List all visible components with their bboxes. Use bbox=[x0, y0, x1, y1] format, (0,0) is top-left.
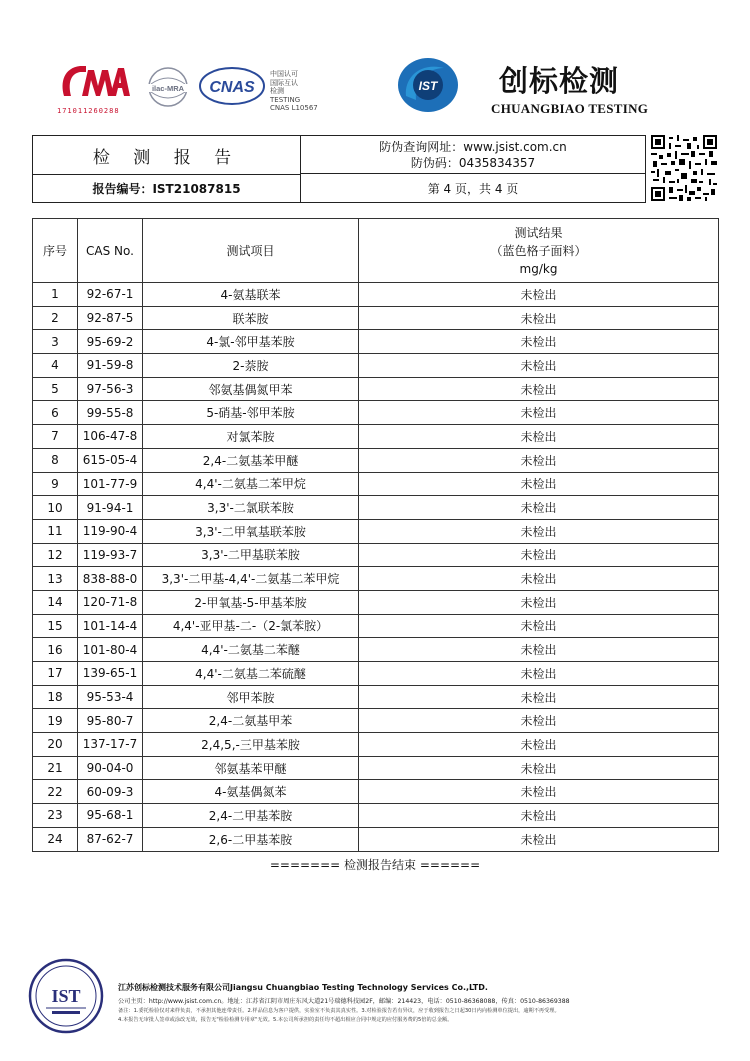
cma-logo-icon bbox=[58, 62, 130, 102]
cell-seq: 6 bbox=[33, 401, 78, 425]
cell-cas: 101-77-9 bbox=[78, 472, 143, 496]
cell-item: 4-氨基偶氮苯 bbox=[143, 780, 359, 804]
cell-seq: 9 bbox=[33, 472, 78, 496]
cell-result: 未检出 bbox=[359, 590, 719, 614]
table-row bbox=[33, 614, 719, 638]
cell-result: 未检出 bbox=[359, 472, 719, 496]
cell-result: 未检出 bbox=[359, 780, 719, 804]
cell-item: 4,4'-亚甲基-二-（2-氯苯胺） bbox=[143, 614, 359, 638]
cell-result: 未检出 bbox=[359, 733, 719, 757]
footer-note-1: 备注：1.委托检验仅对来样负责，不承担其他连带责任。2.样品信息为客户提供，实验室不负责其真实性。3.对检验报告若有异议，应于收到报告之日起30日内向检测单位提出，逾期不再受理。 bbox=[118, 1008, 560, 1014]
table-row bbox=[33, 330, 719, 354]
cell-cas: 97-56-3 bbox=[78, 377, 143, 401]
cell-seq: 7 bbox=[33, 425, 78, 449]
cell-result: 未检出 bbox=[359, 283, 719, 307]
cell-item: 3,3'-二甲氧基联苯胺 bbox=[143, 519, 359, 543]
cell-result: 未检出 bbox=[359, 377, 719, 401]
cell-seq: 5 bbox=[33, 377, 78, 401]
table-row bbox=[33, 780, 719, 804]
cell-item: 2,4-二氨基苯甲醚 bbox=[143, 448, 359, 472]
cell-item: 4,4'-二氨基二苯甲烷 bbox=[143, 472, 359, 496]
cell-result: 未检出 bbox=[359, 685, 719, 709]
cell-item: 邻氨基偶氮甲苯 bbox=[143, 377, 359, 401]
report-title: 检 测 报 告 bbox=[33, 136, 301, 175]
cell-seq: 24 bbox=[33, 827, 78, 851]
cell-item: 3,3'-二甲基-4,4'-二氨基二苯甲烷 bbox=[143, 567, 359, 591]
cell-cas: 120-71-8 bbox=[78, 590, 143, 614]
table-row bbox=[33, 401, 719, 425]
table-row bbox=[33, 756, 719, 780]
cell-cas: 60-09-3 bbox=[78, 780, 143, 804]
cell-cas: 95-68-1 bbox=[78, 804, 143, 828]
table-row bbox=[33, 519, 719, 543]
cell-seq: 20 bbox=[33, 733, 78, 757]
cell-cas: 95-80-7 bbox=[78, 709, 143, 733]
cell-seq: 21 bbox=[33, 756, 78, 780]
cell-cas: 101-14-4 bbox=[78, 614, 143, 638]
col-header-result bbox=[359, 219, 719, 283]
table-row bbox=[33, 804, 719, 828]
cell-cas: 95-53-4 bbox=[78, 685, 143, 709]
table-row bbox=[33, 827, 719, 851]
cell-result: 未检出 bbox=[359, 330, 719, 354]
cell-item: 2,4-二甲基苯胺 bbox=[143, 804, 359, 828]
table-row bbox=[33, 590, 719, 614]
verify-url[interactable]: 防伪查询网址：www.jsist.com.cn bbox=[379, 140, 567, 154]
result-header-unit: mg/kg bbox=[519, 261, 558, 276]
brand-name-en: CHUANGBIAO TESTING bbox=[491, 101, 649, 116]
footer-note-2: 4.本报告无审批人签章或涂改无效，报告无"检验检测专用章"无效。5.本公司所承担的责任均不超出相应合同中规定的应付服务费的5倍的总金额。 bbox=[118, 1017, 453, 1023]
cell-item: 3,3'-二氯联苯胺 bbox=[143, 496, 359, 520]
ist-seal-icon bbox=[28, 958, 104, 1034]
result-header-line2: （蓝色格子面料） bbox=[490, 243, 587, 258]
table-row bbox=[33, 567, 719, 591]
cell-item: 2-萘胺 bbox=[143, 354, 359, 378]
cell-result: 未检出 bbox=[359, 614, 719, 638]
cell-seq: 18 bbox=[33, 685, 78, 709]
footer-company: 江苏创标检测技术服务有限公司Jiangsu Chuangbiao Testing Technology Services Co.,LTD. bbox=[118, 983, 488, 992]
cell-item: 2,4,5,-三甲基苯胺 bbox=[143, 733, 359, 757]
cell-result: 未检出 bbox=[359, 827, 719, 851]
cell-seq: 3 bbox=[33, 330, 78, 354]
ist-logo-icon bbox=[396, 56, 460, 114]
table-row bbox=[33, 306, 719, 330]
cell-result: 未检出 bbox=[359, 804, 719, 828]
cell-item: 邻甲苯胺 bbox=[143, 685, 359, 709]
table-header-row bbox=[33, 219, 719, 283]
cell-result: 未检出 bbox=[359, 401, 719, 425]
svg-text:ilac-MRA: ilac-MRA bbox=[151, 84, 185, 93]
footer-contact: 公司主页：http://www.jsist.com.cn。地址：江苏省江阴市周庄东风大道21号瑞德科技园2F，邮编：214423，电话：0510-86368088，传真：0510-86369388 bbox=[118, 998, 570, 1005]
cell-result: 未检出 bbox=[359, 496, 719, 520]
table-row bbox=[33, 733, 719, 757]
cell-seq: 11 bbox=[33, 519, 78, 543]
cell-cas: 90-04-0 bbox=[78, 756, 143, 780]
report-header-box bbox=[32, 135, 646, 203]
cell-result: 未检出 bbox=[359, 354, 719, 378]
table-row bbox=[33, 377, 719, 401]
cell-item: 4,4'-二氨基二苯硫醚 bbox=[143, 662, 359, 686]
cell-seq: 2 bbox=[33, 306, 78, 330]
table-row bbox=[33, 662, 719, 686]
cell-cas: 137-17-7 bbox=[78, 733, 143, 757]
cell-item: 联苯胺 bbox=[143, 306, 359, 330]
cell-item: 5-硝基-邻甲苯胺 bbox=[143, 401, 359, 425]
table-row bbox=[33, 685, 719, 709]
col-header-seq: 序号 bbox=[33, 219, 78, 283]
cell-seq: 13 bbox=[33, 567, 78, 591]
svg-text:IST: IST bbox=[418, 79, 438, 93]
verify-code: 防伪码：0435834357 bbox=[410, 156, 536, 170]
cell-seq: 23 bbox=[33, 804, 78, 828]
cell-item: 对氯苯胺 bbox=[143, 425, 359, 449]
cell-seq: 10 bbox=[33, 496, 78, 520]
cell-seq: 12 bbox=[33, 543, 78, 567]
cell-seq: 19 bbox=[33, 709, 78, 733]
table-row bbox=[33, 448, 719, 472]
cell-cas: 87-62-7 bbox=[78, 827, 143, 851]
table-row bbox=[33, 543, 719, 567]
cell-result: 未检出 bbox=[359, 709, 719, 733]
cell-seq: 14 bbox=[33, 590, 78, 614]
report-end-marker: ======= 检测报告结束 ====== bbox=[269, 858, 481, 872]
cell-result: 未检出 bbox=[359, 638, 719, 662]
cell-result: 未检出 bbox=[359, 425, 719, 449]
cell-cas: 838-88-0 bbox=[78, 567, 143, 591]
cell-result: 未检出 bbox=[359, 448, 719, 472]
cell-cas: 139-65-1 bbox=[78, 662, 143, 686]
results-table bbox=[32, 218, 719, 852]
cell-cas: 91-59-8 bbox=[78, 354, 143, 378]
cell-item: 2,6-二甲基苯胺 bbox=[143, 827, 359, 851]
cell-result: 未检出 bbox=[359, 306, 719, 330]
cell-cas: 106-47-8 bbox=[78, 425, 143, 449]
cell-result: 未检出 bbox=[359, 662, 719, 686]
report-number: 报告编号：IST21087815 bbox=[33, 175, 301, 202]
cell-cas: 119-90-4 bbox=[78, 519, 143, 543]
col-header-item: 测试项目 bbox=[143, 219, 359, 283]
cell-cas: 95-69-2 bbox=[78, 330, 143, 354]
table-row bbox=[33, 283, 719, 307]
table-row bbox=[33, 496, 719, 520]
cell-cas: 92-87-5 bbox=[78, 306, 143, 330]
cell-seq: 8 bbox=[33, 448, 78, 472]
cell-cas: 615-05-4 bbox=[78, 448, 143, 472]
cell-cas: 119-93-7 bbox=[78, 543, 143, 567]
table-row bbox=[33, 638, 719, 662]
table-row bbox=[33, 425, 719, 449]
table-row bbox=[33, 709, 719, 733]
cell-item: 邻氨基苯甲醚 bbox=[143, 756, 359, 780]
cnas-accreditation-text: 中国认可 国际互认 检测 TESTING CNAS L10567 bbox=[270, 70, 318, 112]
ilac-mra-logo-icon bbox=[143, 66, 193, 108]
col-header-cas: CAS No. bbox=[78, 219, 143, 283]
cell-result: 未检出 bbox=[359, 519, 719, 543]
svg-text:CNAS: CNAS bbox=[209, 79, 255, 96]
cell-seq: 4 bbox=[33, 354, 78, 378]
cell-result: 未检出 bbox=[359, 756, 719, 780]
cell-seq: 16 bbox=[33, 638, 78, 662]
result-header-line1: 测试结果 bbox=[514, 225, 563, 240]
cell-item: 2-甲氧基-5-甲基苯胺 bbox=[143, 590, 359, 614]
svg-text:IST: IST bbox=[51, 986, 81, 1006]
cell-cas: 91-94-1 bbox=[78, 496, 143, 520]
cell-cas: 92-67-1 bbox=[78, 283, 143, 307]
page-info: 第 4 页，共 4 页 bbox=[427, 182, 519, 196]
table-row bbox=[33, 354, 719, 378]
cnas-logo-icon bbox=[198, 66, 266, 106]
brand-name-cn: 创标检测 bbox=[499, 64, 620, 98]
cell-result: 未检出 bbox=[359, 543, 719, 567]
cell-item: 4,4'-二氨基二苯醚 bbox=[143, 638, 359, 662]
cma-number: 171011260288 bbox=[57, 107, 120, 115]
cell-seq: 1 bbox=[33, 283, 78, 307]
cell-seq: 22 bbox=[33, 780, 78, 804]
cell-result: 未检出 bbox=[359, 567, 719, 591]
cell-item: 2,4-二氨基甲苯 bbox=[143, 709, 359, 733]
cell-cas: 99-55-8 bbox=[78, 401, 143, 425]
table-row bbox=[33, 472, 719, 496]
cell-item: 4-氨基联苯 bbox=[143, 283, 359, 307]
cell-cas: 101-80-4 bbox=[78, 638, 143, 662]
cell-item: 3,3'-二甲基联苯胺 bbox=[143, 543, 359, 567]
cell-seq: 15 bbox=[33, 614, 78, 638]
verification-info bbox=[301, 136, 645, 174]
cell-item: 4-氯-邻甲基苯胺 bbox=[143, 330, 359, 354]
qr-code-icon[interactable] bbox=[651, 135, 717, 201]
cell-seq: 17 bbox=[33, 662, 78, 686]
